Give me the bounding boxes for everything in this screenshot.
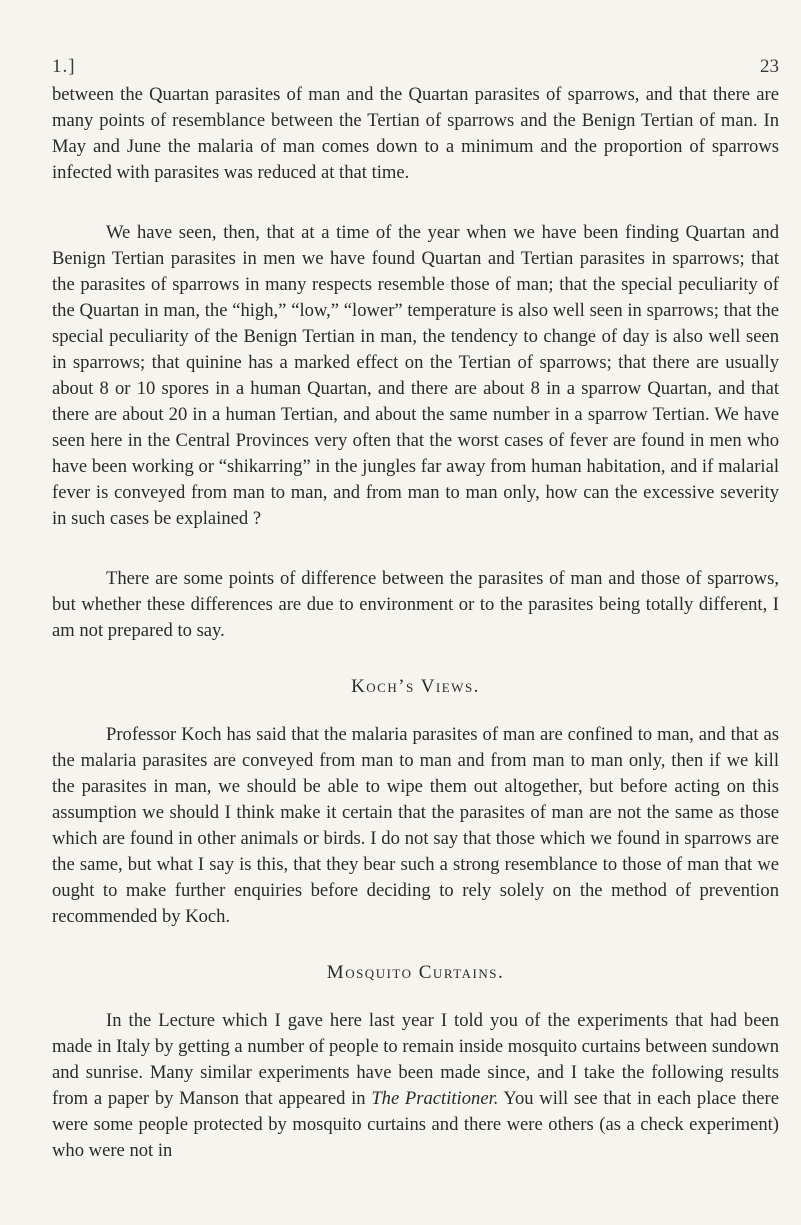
paragraph: Professor Koch has said that the malaria parasites of man are confined to man, and that as the malaria parasites are conveyed from man to man and from man to man only, then if we kill the parasites in man, we should be able to wipe them out altogether, but before acting on this assumption we should I think make it certain that the parasites of man are not the same as those which are found in other animals or birds. I do not say that those which we found in sparrows are the same, but what I say is this, that they bear such a strong resemblance to those of man that we ought to make further enquiries before deciding to rely solely on the method of prevention recommended by Koch. xyxy=(52,724,779,927)
page-number: 23 xyxy=(760,56,779,77)
paragraph-text: In the Lecture which I gave here last year I told you of the experiments that had been made in Italy by getting a number of people to remain inside mosquito curtains between sundown and sunrise. Many similar experiments have been made since, and I take the following results from a paper by Manson that appeared in xyxy=(52,1010,779,1109)
section-marker: 1.] xyxy=(52,56,76,77)
running-head xyxy=(52,56,779,78)
journal-title: The Practitioner. xyxy=(371,1088,499,1109)
body-text xyxy=(52,82,779,1164)
paragraph-continuation: between the Quartan parasites of man and the Quartan parasites of sparrows, and that there are many points of resemblance between the Tertian of sparrows and the Benign Tertian of man. In May and June the malaria of man comes down to a minimum and the proportion of sparrows infected with parasites was reduced at that time. xyxy=(52,84,779,183)
paragraph: We have seen, then, that at a time of the year when we have been finding Quartan and Benign Tertian parasites in men we have found Quartan and Tertian parasites in sparrows; that the parasites of sparrows in many respects resemble those of man; that the special peculiarity of the Quartan in man, the “high,” “low,” “lower” temperature is also well seen in sparrows; that the special peculiarity of the Benign Tertian in man, the tendency to change of day is also well seen in sparrows; that quinine has a marked effect on the Tertian of sparrows; that there are usually about 8 or 10 spores in a human Quartan, and there are about 8 in a sparrow Quartan, and that there are about 20 in a human Tertian, and about the same number in a sparrow Tertian. We have seen here in the Central Provinces very often that the worst cases of fever are found in men who have been working or “shikarring” in the jungles far away from human habitation, and if malarial fever is conveyed from man to man, and from man to man only, how can the excessive severity in such cases be explained ? xyxy=(52,222,779,529)
paragraph-text: You will see that in each place there were some people protected by mosquito curtains and there were others (as a check experiment) who were not in xyxy=(52,1088,779,1161)
section-heading-koch: Koch’s Views. xyxy=(351,676,480,697)
paragraph: There are some points of difference between the parasites of man and those of sparrows, but whether these differences are due to environment or to the parasites being totally different, I am not prepared to say. xyxy=(52,568,779,641)
paragraph xyxy=(52,1008,779,1164)
section-heading-mosquito-curtains: Mosquito Curtains. xyxy=(326,962,505,983)
